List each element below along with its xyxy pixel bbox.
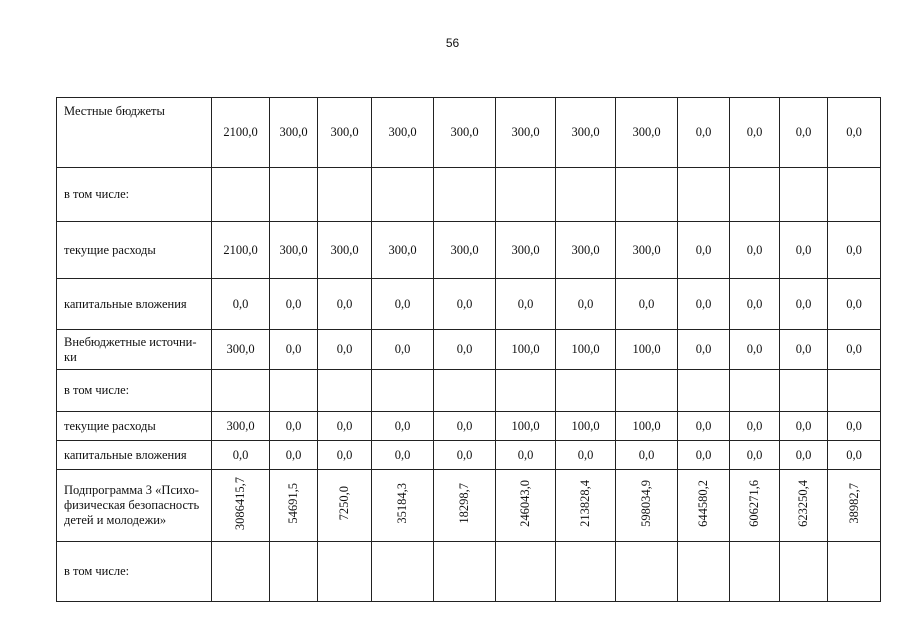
value-cell: 300,0 (616, 98, 678, 168)
value-cell: 300,0 (556, 222, 616, 279)
value-cell (318, 470, 372, 542)
value-cell: 2100,0 (212, 222, 270, 279)
value-cell (780, 168, 828, 222)
value-cell (270, 542, 318, 602)
value-cell: 0,0 (678, 330, 730, 370)
value-cell: 0,0 (780, 98, 828, 168)
value-cell (318, 168, 372, 222)
value-cell: 0,0 (556, 441, 616, 470)
value-cell (372, 370, 434, 412)
value-cell: 0,0 (678, 279, 730, 330)
value-cell (212, 168, 270, 222)
value-cell (678, 168, 730, 222)
rotated-value: 213828,4 (578, 480, 592, 527)
rotated-value: 246043,0 (518, 480, 532, 527)
value-cell: 300,0 (496, 98, 556, 168)
value-cell (678, 542, 730, 602)
rotated-value: 644580,2 (696, 480, 710, 527)
value-cell (270, 370, 318, 412)
value-cell: 100,0 (616, 330, 678, 370)
value-cell: 100,0 (556, 412, 616, 441)
table-row (57, 412, 881, 441)
value-cell: 100,0 (496, 330, 556, 370)
value-cell: 0,0 (730, 441, 780, 470)
value-cell (828, 168, 881, 222)
value-cell (730, 470, 780, 542)
value-cell: 0,0 (780, 441, 828, 470)
value-cell (270, 470, 318, 542)
table-row (57, 470, 881, 542)
value-cell (556, 168, 616, 222)
table-row (57, 98, 881, 168)
table-row (57, 279, 881, 330)
value-cell: 0,0 (270, 441, 318, 470)
value-cell (496, 168, 556, 222)
value-cell: 0,0 (828, 98, 881, 168)
rotated-value: 3086415,7 (233, 476, 247, 531)
value-cell (212, 542, 270, 602)
row-label: капитальные вложения (57, 279, 212, 330)
value-cell (496, 470, 556, 542)
value-cell (556, 542, 616, 602)
value-cell: 0,0 (318, 441, 372, 470)
row-label: в том числе: (57, 168, 212, 222)
value-cell: 0,0 (318, 330, 372, 370)
value-cell: 300,0 (318, 222, 372, 279)
value-cell: 0,0 (372, 441, 434, 470)
table-row (57, 441, 881, 470)
value-cell: 0,0 (678, 222, 730, 279)
table-body (57, 98, 881, 602)
table-row (57, 168, 881, 222)
rotated-value: 598034,9 (639, 480, 653, 527)
row-label: в том числе: (57, 370, 212, 412)
value-cell: 0,0 (828, 222, 881, 279)
page-number: 56 (445, 36, 460, 50)
value-cell (212, 370, 270, 412)
value-cell (730, 168, 780, 222)
value-cell: 0,0 (678, 412, 730, 441)
value-cell: 0,0 (270, 412, 318, 441)
row-label: текущие расходы (57, 412, 212, 441)
value-cell: 0,0 (828, 441, 881, 470)
row-label: текущие расходы (57, 222, 212, 279)
value-cell (434, 542, 496, 602)
value-cell: 300,0 (616, 222, 678, 279)
value-cell: 0,0 (828, 330, 881, 370)
value-cell: 0,0 (372, 330, 434, 370)
value-cell (496, 542, 556, 602)
value-cell (780, 370, 828, 412)
value-cell (730, 542, 780, 602)
row-label: Подпрограмма 3 «Психо-физическая безопасность детей и молодежи» (57, 470, 212, 542)
value-cell (730, 370, 780, 412)
value-cell: 0,0 (212, 441, 270, 470)
value-cell: 300,0 (434, 98, 496, 168)
rotated-value: 623250,4 (796, 480, 810, 527)
value-cell: 0,0 (212, 279, 270, 330)
value-cell (212, 470, 270, 542)
value-cell: 0,0 (616, 279, 678, 330)
value-cell: 100,0 (496, 412, 556, 441)
value-cell: 0,0 (678, 441, 730, 470)
value-cell (616, 370, 678, 412)
row-label: Местные бюджеты (57, 98, 212, 168)
value-cell: 300,0 (270, 98, 318, 168)
value-cell: 0,0 (780, 279, 828, 330)
value-cell: 0,0 (318, 412, 372, 441)
value-cell (616, 470, 678, 542)
value-cell (434, 470, 496, 542)
value-cell: 0,0 (318, 279, 372, 330)
value-cell (780, 542, 828, 602)
value-cell (434, 168, 496, 222)
value-cell: 0,0 (434, 279, 496, 330)
rotated-value: 606271,6 (747, 480, 761, 527)
rotated-value: 35184,3 (395, 483, 409, 524)
budget-table (56, 97, 881, 602)
value-cell (556, 470, 616, 542)
value-cell (828, 370, 881, 412)
value-cell (434, 370, 496, 412)
value-cell: 0,0 (496, 441, 556, 470)
value-cell (372, 470, 434, 542)
row-label: капитальные вложения (57, 441, 212, 470)
value-cell: 0,0 (270, 330, 318, 370)
value-cell: 0,0 (828, 412, 881, 441)
value-cell (372, 542, 434, 602)
value-cell: 300,0 (212, 412, 270, 441)
value-cell (616, 542, 678, 602)
rotated-value: 18298,7 (457, 483, 471, 524)
value-cell (828, 470, 881, 542)
value-cell: 0,0 (780, 222, 828, 279)
value-cell: 100,0 (556, 330, 616, 370)
value-cell (318, 542, 372, 602)
value-cell (318, 370, 372, 412)
value-cell: 300,0 (556, 98, 616, 168)
value-cell (616, 168, 678, 222)
value-cell: 0,0 (780, 412, 828, 441)
value-cell: 0,0 (730, 279, 780, 330)
value-cell (372, 168, 434, 222)
value-cell (270, 168, 318, 222)
value-cell: 0,0 (434, 412, 496, 441)
value-cell: 300,0 (270, 222, 318, 279)
value-cell: 0,0 (372, 412, 434, 441)
value-cell: 0,0 (730, 222, 780, 279)
value-cell: 0,0 (434, 441, 496, 470)
value-cell (556, 370, 616, 412)
value-cell: 0,0 (780, 330, 828, 370)
table-row (57, 542, 881, 602)
value-cell: 0,0 (828, 279, 881, 330)
table-row (57, 222, 881, 279)
table-row (57, 370, 881, 412)
value-cell: 100,0 (616, 412, 678, 441)
value-cell: 300,0 (212, 330, 270, 370)
value-cell: 0,0 (496, 279, 556, 330)
value-cell (496, 370, 556, 412)
value-cell (678, 470, 730, 542)
value-cell: 0,0 (372, 279, 434, 330)
value-cell: 0,0 (730, 98, 780, 168)
table-row (57, 330, 881, 370)
value-cell: 0,0 (434, 330, 496, 370)
value-cell: 0,0 (556, 279, 616, 330)
value-cell: 2100,0 (212, 98, 270, 168)
row-label: Внебюджетные источни-ки (57, 330, 212, 370)
value-cell (780, 470, 828, 542)
rotated-value: 38982,7 (846, 483, 861, 524)
value-cell: 300,0 (434, 222, 496, 279)
value-cell (828, 542, 881, 602)
value-cell: 300,0 (372, 98, 434, 168)
row-label: в том числе: (57, 542, 212, 602)
value-cell: 0,0 (678, 98, 730, 168)
rotated-value: 7250,0 (337, 486, 351, 521)
value-cell: 0,0 (616, 441, 678, 470)
value-cell: 0,0 (270, 279, 318, 330)
value-cell (678, 370, 730, 412)
value-cell: 0,0 (730, 412, 780, 441)
value-cell: 300,0 (496, 222, 556, 279)
value-cell: 0,0 (730, 330, 780, 370)
value-cell: 300,0 (372, 222, 434, 279)
rotated-value: 54691,5 (286, 483, 300, 524)
value-cell: 300,0 (318, 98, 372, 168)
